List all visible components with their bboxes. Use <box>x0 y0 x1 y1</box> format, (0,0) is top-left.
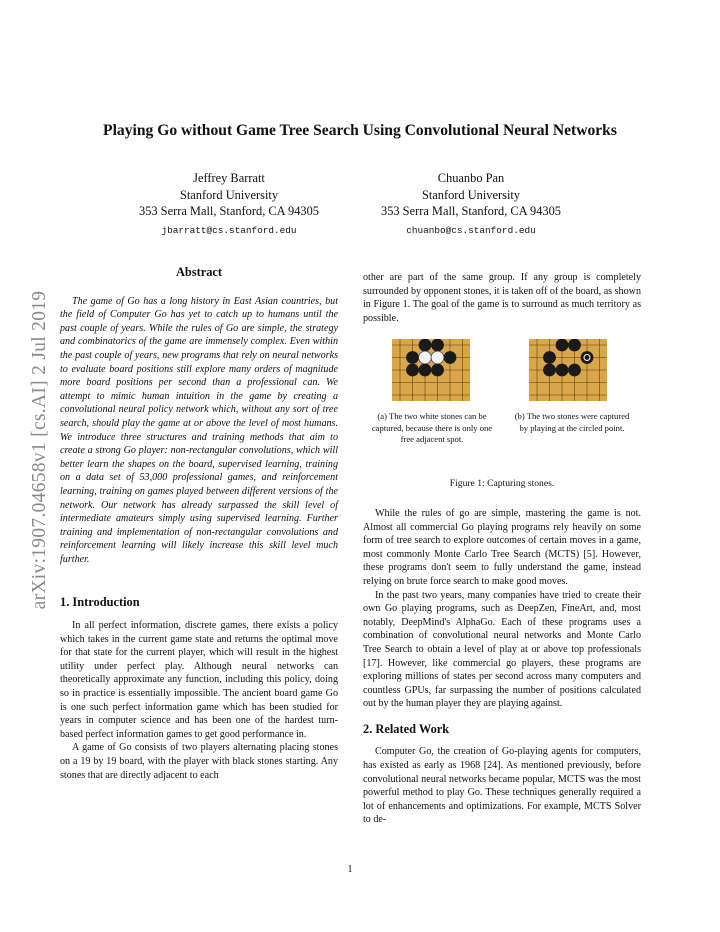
author-address: 353 Serra Mall, Stanford, CA 94305 <box>381 204 561 218</box>
subfigure-caption-b: (b) The two stones were captured by playing at the circled point. <box>514 411 630 433</box>
author-block-1 <box>104 170 354 239</box>
intro-paragraph-1: In all perfect information, discrete games, there exists a policy which takes in the current game state and returns the optimal move for that state for the current player, which will result in the highest utility under perfect play. Although neural networks can theoretically approximate any function, including this policy, doing so in practice is essentially impossible. The ancient board game Go is one such perfect information game which has been studied for years in computer science and has been one of the hardest turn-based perfect information games to get good performance in. <box>60 620 338 740</box>
black-stone <box>419 364 432 377</box>
black-stone <box>419 339 432 351</box>
author-email[interactable]: jbarratt@cs.stanford.edu <box>161 224 297 236</box>
author-address: 353 Serra Mall, Stanford, CA 94305 <box>139 204 319 218</box>
arxiv-identifier[interactable]: arXiv:1907.04658v1 [cs.AI] 2 Jul 2019 <box>29 290 50 610</box>
black-stone <box>568 364 581 377</box>
white-stone <box>431 351 444 364</box>
black-stone <box>556 364 569 377</box>
author-affiliation: Stanford University <box>179 187 279 202</box>
black-stone <box>543 364 556 377</box>
subfigure-caption-a: (a) The two white stones can be captured, because there is only one free adjacent spot. <box>371 411 493 444</box>
author-name: Jeffrey Barratt <box>193 171 265 185</box>
black-stone <box>406 364 419 377</box>
black-stone <box>581 351 594 364</box>
abstract-text: The game of Go has a long history in East Asian countries, but the field of Computer Go has yet to catch up to humans until the past couple of years. While the rules of Go are simple, the strategy and combinatorics of the game are immensely complex. Even within the past couple of years, new programs that rely on neural networks to evaluate board positions still explore many orders of magnitude more board positions per second than a professional can. We attempt to mimic human intuition in the game by creating a convolutional neural policy network which, without any sort of tree search, should play the game at or above the level of most humans. We introduce three structures and training methods that aim to create a strong Go player: non-rectangular convolutions, which will better learn the shapes on the board, supervised learning, training on a data set of 53,000 professional games, and reinforcement learning, training on games played between different versions of the network. Our network has already surpassed the skill level of intermediate amateurs simply using supervised learning. Further training and implementation of non-rectangular convolutions and reinforcement learning will likely increase this skill level much further. <box>60 295 338 565</box>
black-stone <box>431 339 444 351</box>
section-heading-related-work: 2. Related Work <box>363 721 450 736</box>
black-stone <box>444 351 457 364</box>
right-column <box>363 271 641 827</box>
figure-1 <box>363 339 641 467</box>
body-paragraph-1: While the rules of go are simple, mastering the game is not. Almost all commercial Go playing programs rely heavily on some form of tree search to explore outcomes of certain moves in a game, most commonly Monte Carlo Tree Search (MCTS) [5]. However, these programs don't seem to fully understand the game, instead relying on brute force search to make good moves. <box>363 507 641 587</box>
section-heading-introduction: 1. Introduction <box>60 595 140 610</box>
white-stone <box>419 351 432 364</box>
black-stone <box>431 364 444 377</box>
go-board-a <box>392 339 470 401</box>
intro-paragraph-2: A game of Go consists of two players alternating placing stones on a 19 by 19 board, with the player with black stones starting. Any stones that are directly adjacent to each <box>60 742 338 781</box>
black-stone <box>543 351 556 364</box>
author-affiliation: Stanford University <box>421 187 521 202</box>
author-block-2 <box>346 170 596 239</box>
black-stone <box>406 351 419 364</box>
paper-title: Playing Go without Game Tree Search Using Convolutional Neural Networks <box>103 122 617 139</box>
figure-caption: Figure 1: Capturing stones. <box>449 478 555 490</box>
abstract-heading: Abstract <box>175 265 223 279</box>
black-stone <box>556 339 569 351</box>
author-email[interactable]: chuanbo@cs.stanford.edu <box>406 224 536 236</box>
related-paragraph-1: Computer Go, the creation of Go-playing agents for computers, has existed as early as 1968 [24]. As mentioned previously, before convolutional neural networks became popular, MCTS was the most powerful method to play Go. These techniques generally required a lot of enhancements and optimizations. For example, MCTS Solver to de- <box>363 746 641 826</box>
go-board-b <box>529 339 607 401</box>
intro-paragraph-3: other are part of the same group. If any group is completely surrounded by opponent stones, it is taken off of the board, as shown in Figure 1. The goal of the game is to surround as much territory as possible. <box>363 272 641 324</box>
black-stone <box>568 339 581 351</box>
body-paragraph-2: In the past two years, many companies have tried to create their own Go playing programs, such as DeepZen, FineArt, and, most notably, DeepMind's AlphaGo. Each of these programs uses a combination of convolutional neural networks and Monte Carlo Tree Search to obtain a level of play at or above top professionals [17]. However, like commercial go players, these programs are exploring millions of states per second across many computers and countless GPUs, far surpassing the number of positions calculated out by the human player they are playing against. <box>363 589 641 710</box>
left-column <box>60 266 338 782</box>
page-number: 1 <box>347 864 353 875</box>
author-name: Chuanbo Pan <box>437 171 505 185</box>
